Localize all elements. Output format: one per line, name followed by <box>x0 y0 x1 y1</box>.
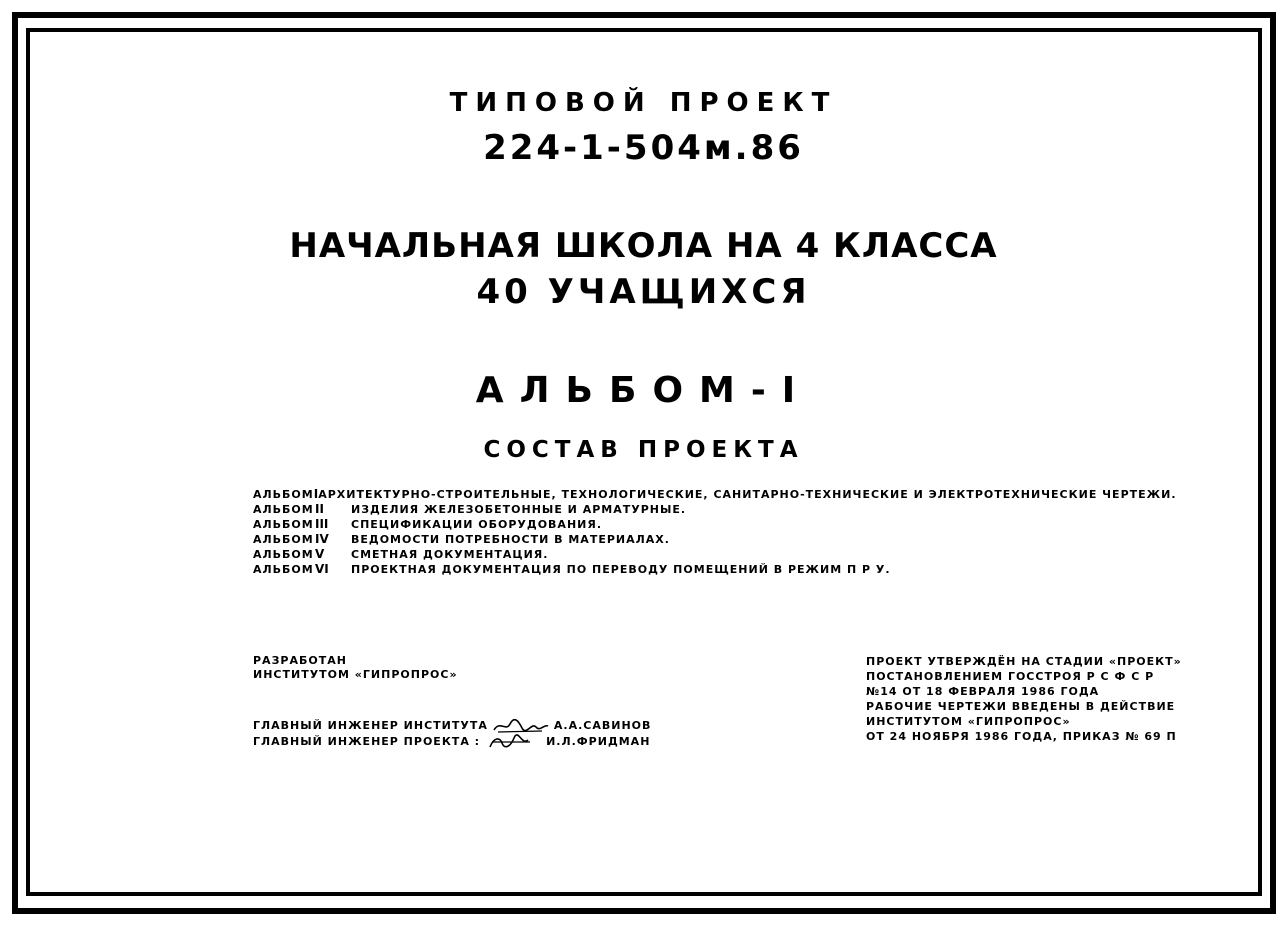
album-description: ПРОЕКТНАЯ ДОКУМЕНТАЦИЯ ПО ПЕРЕВОДУ ПОМЕЩЕНИЙ В РЕЖИМ П Р У. <box>351 563 891 576</box>
album-number: III <box>315 517 329 531</box>
chief-engineer-name: А.А.САВИНОВ <box>553 719 652 732</box>
approval-line: ПРОЕКТ УТВЕРЖДЁН НА СТАДИИ «ПРОЕКТ» <box>866 655 1182 668</box>
album-description: СМЕТНАЯ ДОКУМЕНТАЦИЯ. <box>351 548 549 561</box>
album-description: ИЗДЕЛИЯ ЖЕЛЕЗОБЕТОННЫЕ И АРМАТУРНЫЕ. <box>351 503 687 516</box>
approval-line: ИНСТИТУТОМ «ГИПРОПРОС» <box>866 715 1071 728</box>
project-number: 224-1-504м.86 <box>483 128 804 168</box>
album-label: АЛЬБОМ <box>253 488 314 501</box>
album-label: АЛЬБОМ <box>253 533 314 546</box>
approval-line: ОТ 24 НОЯБРЯ 1986 ГОДА, ПРИКАЗ № 69 П <box>866 730 1177 743</box>
project-title-line-1: НАЧАЛЬНАЯ ШКОЛА НА 4 КЛАССА <box>289 226 998 266</box>
album-list-item <box>253 487 1177 502</box>
album-number: IV <box>315 532 329 546</box>
album-label: АЛЬБОМ <box>253 548 314 561</box>
project-engineer-row <box>253 734 651 750</box>
developer-line-2: ИНСТИТУТОМ «ГИПРОПРОС» <box>253 668 458 681</box>
album-number: V <box>315 547 325 561</box>
album-label: АЛЬБОМ <box>253 518 314 531</box>
project-engineer-label: ГЛАВНЫЙ ИНЖЕНЕР ПРОЕКТА : <box>253 735 481 748</box>
album-number: VI <box>315 562 329 576</box>
handwritten-signature <box>484 734 542 750</box>
approval-line: РАБОЧИЕ ЧЕРТЕЖИ ВВЕДЕНЫ В ДЕЙСТВИЕ <box>866 700 1176 713</box>
album-number: II <box>315 502 324 516</box>
document-type: ТИПОВОЙ ПРОЕКТ <box>449 88 838 118</box>
album-list <box>253 487 1177 577</box>
album-number: I <box>313 487 319 501</box>
album-list-item <box>253 562 1053 577</box>
approval-line: ПОСТАНОВЛЕНИЕМ ГОССТРОЯ Р С Ф С Р <box>866 670 1155 683</box>
handwritten-signature <box>492 718 550 734</box>
approval-line: №14 ОТ 18 ФЕВРАЛЯ 1986 ГОДА <box>866 685 1100 698</box>
album-description: СПЕЦИФИКАЦИИ ОБОРУДОВАНИЯ. <box>351 518 603 531</box>
approval-block <box>866 654 1182 744</box>
album-title: АЛЬБОМ-I <box>475 370 812 411</box>
album-list-item <box>253 517 1053 532</box>
project-engineer-name: И.Л.ФРИДМАН <box>546 735 651 748</box>
album-label: АЛЬБОМ <box>253 503 314 516</box>
composition-heading: СОСТАВ ПРОЕКТА <box>483 437 804 463</box>
developer-block <box>253 654 651 750</box>
album-list-item <box>253 532 1053 547</box>
chief-engineer-label: ГЛАВНЫЙ ИНЖЕНЕР ИНСТИТУТА <box>253 719 488 732</box>
album-list-item <box>253 547 1053 562</box>
album-list-item <box>253 502 1053 517</box>
album-label: АЛЬБОМ <box>253 563 314 576</box>
album-description: АРХИТЕКТУРНО-СТРОИТЕЛЬНЫЕ, ТЕХНОЛОГИЧЕСКИЕ, САНИТАРНО-ТЕХНИЧЕСКИЕ И ЭЛЕКТРОТЕХНИЧЕСКИЕ ЧЕРТЕЖИ. <box>318 488 1177 501</box>
chief-engineer-row <box>253 718 651 734</box>
developer-line-1: РАЗРАБОТАН <box>253 654 347 667</box>
album-description: ВЕДОМОСТИ ПОТРЕБНОСТИ В МАТЕРИАЛАХ. <box>351 533 670 546</box>
project-title-line-2: 40 УЧАЩИХСЯ <box>476 272 811 312</box>
